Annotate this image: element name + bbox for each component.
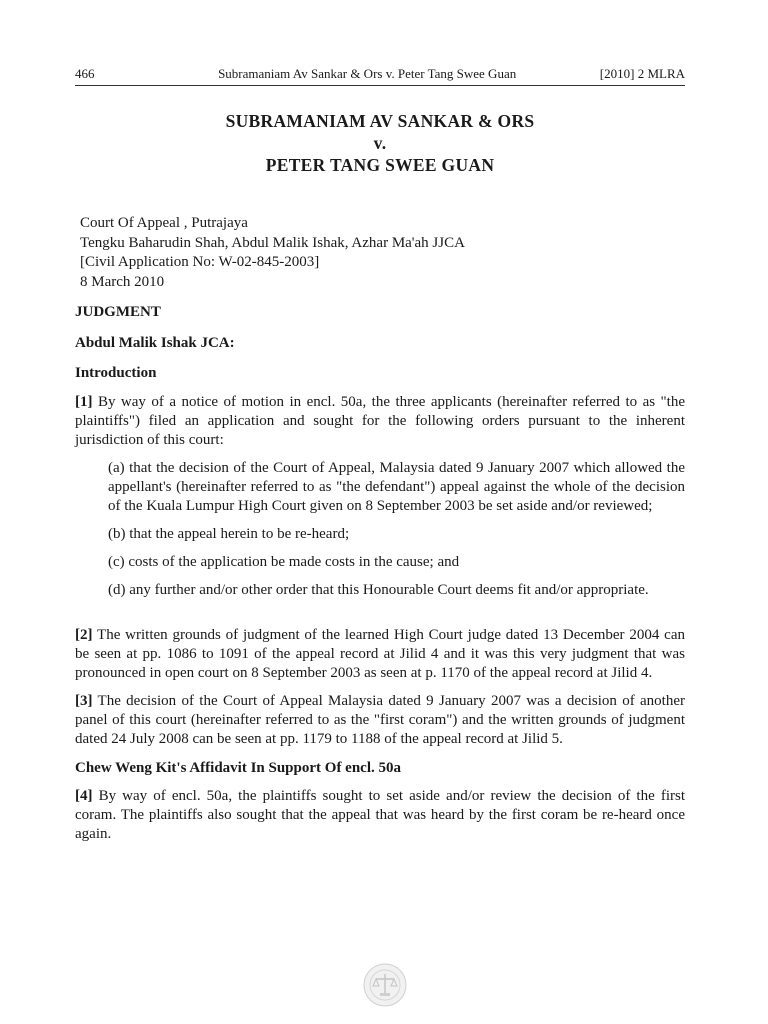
order-item-c: (c) costs of the application be made costs in the cause; and (108, 554, 460, 570)
order-item-d: (d) any further and/or other order that this Honourable Court deems fit and/or appropriate. (108, 582, 649, 598)
affidavit-heading: Chew Weng Kit's Affidavit In Support Of encl. 50a (75, 760, 402, 776)
case-title-versus: v. (373, 133, 387, 153)
case-metadata (80, 214, 680, 292)
page-number: 466 (75, 66, 95, 81)
running-title: Subramaniam Av Sankar & Ors v. Peter Tang Swee Guan (218, 66, 517, 81)
decision-date: 8 March 2010 (80, 273, 165, 290)
order-item-b: (b) that the appeal herein to be re-heard; (108, 526, 350, 542)
paragraph-2 (75, 626, 685, 683)
judges: Tengku Baharudin Shah, Abdul Malik Ishak, Azhar Ma'ah JJCA (80, 234, 465, 251)
introduction-heading: Introduction (75, 365, 157, 381)
judge-heading: Abdul Malik Ishak JCA: (75, 335, 235, 351)
paragraph-4 (75, 787, 685, 844)
paragraph-text: By way of a notice of motion in encl. 50a, the three applicants (hereinafter referred to as "the plaintiffs") filed an application and sought for the following orders pursuant to the inherent jurisdiction of this court: (75, 394, 685, 448)
court-name: Court Of Appeal , Putrajaya (80, 215, 248, 231)
running-header (75, 66, 685, 86)
paragraph-3 (75, 692, 685, 749)
paragraph-1 (75, 393, 685, 450)
paragraph-number: [2] (75, 627, 93, 643)
order-item-a: (a) that the decision of the Court of Appeal, Malaysia dated 9 January 2007 which allowed the appellant's (hereinafter referred to as "the defendant") appeal against the whole of the decision of the Kuala Lumpur High Court given on 8 September 2003 be set aside and/or reviewed; (108, 460, 685, 514)
judgment-body (75, 302, 685, 844)
citation: [2010] 2 MLRA (599, 66, 685, 81)
paragraph-number: [1] (75, 394, 93, 410)
court-seal-icon (362, 962, 408, 1008)
application-number: [Civil Application No: W-02-845-2003] (80, 254, 320, 270)
case-title-defendant: PETER TANG SWEE GUAN (265, 155, 495, 175)
paragraph-number: [3] (75, 693, 93, 709)
case-title (75, 110, 685, 176)
paragraph-number: [4] (75, 788, 93, 804)
paragraph-text: The written grounds of judgment of the learned High Court judge dated 13 December 2004 can be seen at pp. 1086 to 1091 of the appeal record at Jilid 4 and it was this very judgment that was pronounced in open court on 8 September 2003 as seen at p. 1170 of the appeal record at Jilid 4. (75, 627, 685, 681)
paragraph-text: The decision of the Court of Appeal Malaysia dated 9 January 2007 was a decision of another panel of this court (hereinafter referred to as the "first coram") and the written grounds of judgment dated 24 July 2008 can be seen at pp. 1179 to 1188 of the appeal record at Jilid 5. (75, 693, 685, 747)
case-title-plaintiff: SUBRAMANIAM AV SANKAR & ORS (225, 111, 535, 131)
judgment-heading: JUDGMENT (75, 304, 161, 320)
paragraph-text: By way of encl. 50a, the plaintiffs sought to set aside and/or review the decision of the first coram. The plaintiffs also sought that the appeal that was heard by the first coram be re-heard once again. (75, 788, 685, 842)
